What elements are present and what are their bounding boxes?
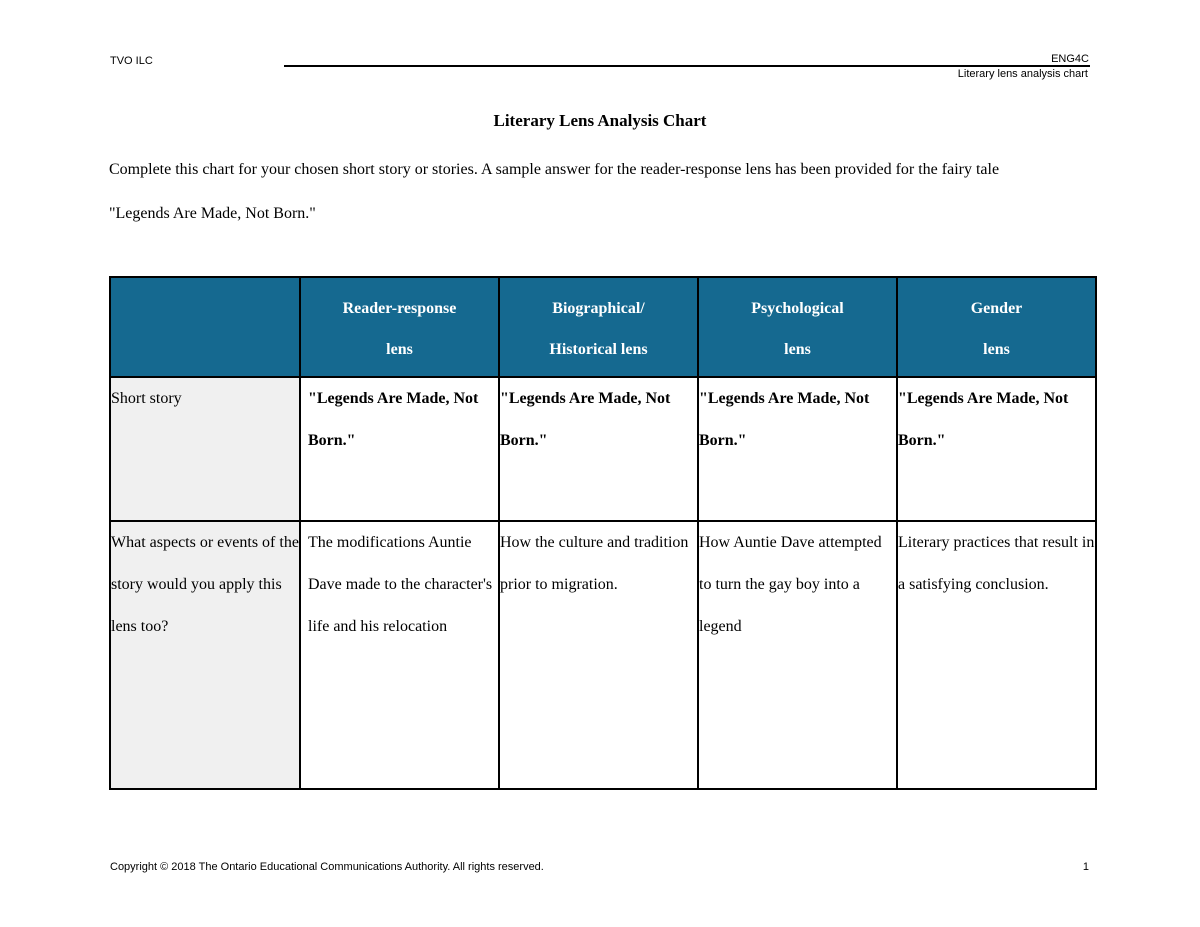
header-cell-psychological (698, 277, 897, 377)
table-header-row (110, 277, 1096, 377)
header-cell-reader-response (300, 277, 499, 377)
table-cell[interactable]: "Legends Are Made, Not Born." (897, 377, 1096, 521)
header-rule (284, 65, 1090, 67)
header-org: TVO ILC (110, 55, 153, 67)
header-line: lens (386, 341, 413, 358)
table-cell[interactable]: How Auntie Dave attempted to turn the gay boy into a legend (698, 521, 897, 789)
header-line: Historical lens (549, 341, 648, 358)
header-line: Gender (970, 300, 1023, 317)
header-cell-empty (110, 277, 300, 377)
table-cell[interactable]: How the culture and tradition prior to migration. (499, 521, 698, 789)
header-subtitle: Literary lens analysis chart (957, 68, 1088, 80)
intro-paragraph: Complete this chart for your chosen short story or stories. A sample answer for the reader-response lens has been provided for the fairy tale "Legends Are Made, Not Born." (109, 161, 1000, 222)
header-line: lens (983, 341, 1010, 358)
table-row (110, 377, 1096, 521)
header-cell-biographical (499, 277, 698, 377)
header-course: ENG4C (1051, 53, 1089, 65)
header-line: Biographical/ (552, 300, 645, 317)
table-cell[interactable]: "Legends Are Made, Not Born." (300, 377, 499, 521)
table-cell[interactable]: Literary practices that result in a satisfying conclusion. (897, 521, 1096, 789)
header-line: lens (784, 341, 811, 358)
lens-analysis-table (109, 276, 1097, 790)
page-title: Literary Lens Analysis Chart (493, 111, 707, 130)
row-label-aspects: What aspects or events of the story would you apply this lens too? (110, 521, 300, 789)
table-cell[interactable]: The modifications Auntie Dave made to the character's life and his relocation (300, 521, 499, 789)
row-label-short-story: Short story (110, 377, 300, 521)
table-row (110, 521, 1096, 789)
page-number: 1 (1082, 861, 1089, 873)
table-cell[interactable]: "Legends Are Made, Not Born." (499, 377, 698, 521)
footer-copyright: Copyright © 2018 The Ontario Educational Communications Authority. All rights reserved. (110, 861, 544, 873)
header-line: Psychological (751, 300, 844, 317)
header-cell-gender (897, 277, 1096, 377)
table-cell[interactable]: "Legends Are Made, Not Born." (698, 377, 897, 521)
header-line: Reader-response (342, 300, 457, 317)
